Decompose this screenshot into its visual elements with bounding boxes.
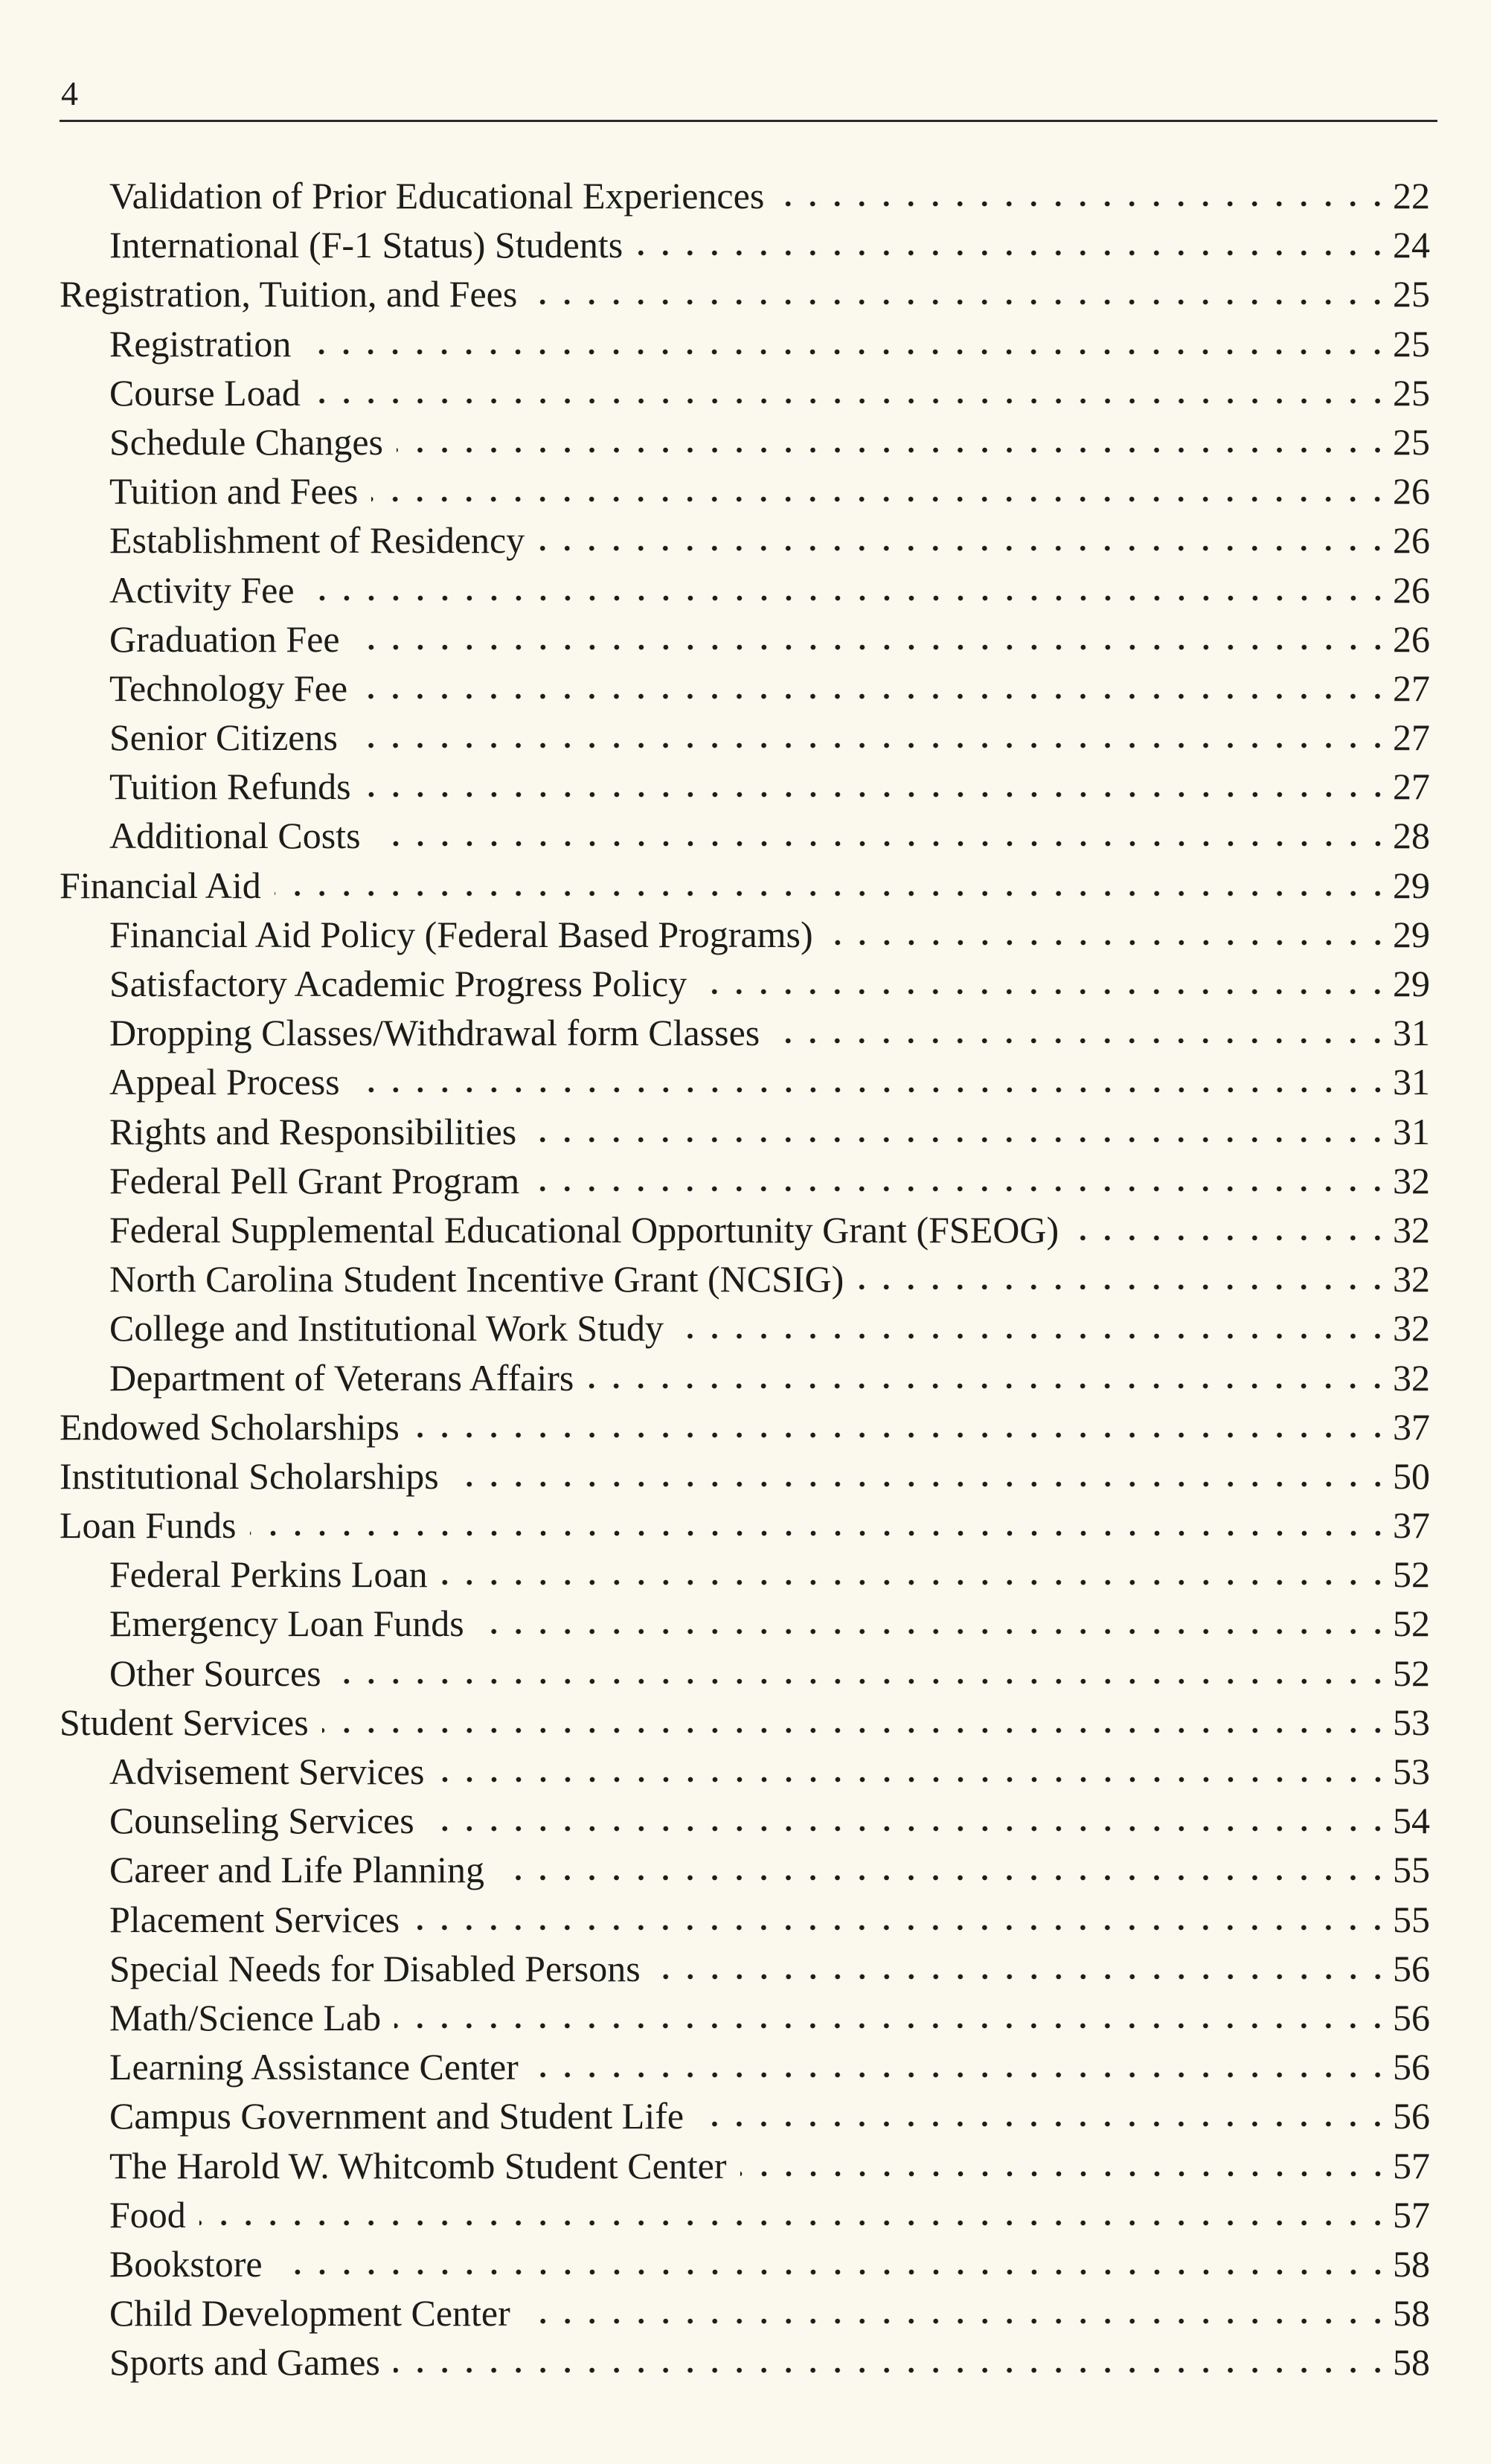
entry-page: 26 bbox=[1393, 519, 1430, 562]
toc-section bbox=[0, 1698, 1491, 1747]
toc-subsection bbox=[0, 417, 1491, 466]
entry-title: Dropping Classes/Withdrawal form Classes bbox=[109, 1012, 760, 1054]
entry-title: Advisement Services bbox=[109, 1751, 425, 1792]
dot-leader bbox=[353, 643, 1390, 652]
entry-page: 53 bbox=[1393, 1751, 1430, 1792]
entry-page: 31 bbox=[1393, 1110, 1430, 1152]
entry-title: Federal Perkins Loan bbox=[109, 1553, 428, 1596]
toc-subsection bbox=[0, 2239, 1491, 2288]
dot-leader bbox=[322, 1726, 1390, 1735]
dot-leader bbox=[587, 1382, 1390, 1390]
dot-leader bbox=[374, 839, 1390, 848]
entry-page: 37 bbox=[1393, 1504, 1430, 1547]
entry-title: Tuition Refunds bbox=[109, 766, 351, 808]
entry-page: 26 bbox=[1393, 568, 1430, 611]
entry-page: 57 bbox=[1393, 2144, 1430, 2187]
toc-subsection bbox=[0, 1550, 1491, 1599]
entry-title: Bookstore bbox=[109, 2242, 263, 2285]
entry-title: Special Needs for Disabled Persons bbox=[109, 1947, 641, 1989]
entry-page: 26 bbox=[1393, 470, 1430, 513]
entry-page: 37 bbox=[1393, 1405, 1430, 1448]
entry-title: Sports and Games bbox=[109, 2341, 380, 2384]
toc-subsection bbox=[0, 615, 1491, 664]
entry-title: Federal Supplemental Educational Opportunity Grant (FSEOG) bbox=[109, 1208, 1059, 1251]
toc-subsection bbox=[0, 2190, 1491, 2239]
entry-page: 25 bbox=[1393, 420, 1430, 463]
dot-leader bbox=[654, 1972, 1390, 1981]
entry-page: 32 bbox=[1393, 1208, 1430, 1251]
toc-subsection bbox=[0, 2091, 1491, 2140]
dot-leader bbox=[532, 2070, 1390, 2079]
entry-title: Department of Veterans Affairs bbox=[109, 1356, 574, 1399]
dot-leader bbox=[530, 1135, 1390, 1144]
entry-title: Career and Life Planning bbox=[109, 1849, 484, 1891]
toc-subsection bbox=[0, 762, 1491, 811]
entry-title: Appeal Process bbox=[109, 1061, 340, 1103]
entry-page: 25 bbox=[1393, 322, 1430, 365]
entry-page: 32 bbox=[1393, 1159, 1430, 1201]
entry-title: The Harold W. Whitcomb Student Center bbox=[109, 2144, 727, 2187]
toc-subsection bbox=[0, 2288, 1491, 2338]
entry-title: Learning Assistance Center bbox=[109, 2046, 519, 2088]
toc-subsection bbox=[0, 1254, 1491, 1303]
dot-leader bbox=[538, 544, 1390, 553]
dot-leader bbox=[371, 495, 1390, 504]
dot-leader bbox=[335, 1677, 1390, 1686]
entry-title: North Carolina Student Incentive Grant (NCSIG) bbox=[109, 1258, 844, 1300]
entry-page: 56 bbox=[1393, 2095, 1430, 2137]
toc-subsection bbox=[0, 1008, 1491, 1057]
dot-leader bbox=[353, 1085, 1390, 1094]
entry-page: 29 bbox=[1393, 963, 1430, 1004]
entry-title: Emergency Loan Funds bbox=[109, 1602, 464, 1645]
dot-leader bbox=[275, 889, 1390, 898]
dot-leader bbox=[413, 1431, 1390, 1440]
entry-title: Graduation Fee bbox=[109, 617, 340, 660]
entry-page: 52 bbox=[1393, 1652, 1430, 1694]
dot-leader bbox=[314, 397, 1390, 405]
entry-title: Registration bbox=[109, 322, 292, 365]
entry-page: 56 bbox=[1393, 1996, 1430, 2038]
dot-leader bbox=[308, 594, 1390, 603]
dot-leader bbox=[478, 1627, 1390, 1636]
entry-page: 54 bbox=[1393, 1800, 1430, 1842]
toc-subsection bbox=[0, 1796, 1491, 1845]
table-of-contents bbox=[0, 171, 1491, 2387]
dot-leader bbox=[441, 1578, 1390, 1587]
dot-leader bbox=[777, 199, 1390, 208]
toc-subsection bbox=[0, 1993, 1491, 2042]
entry-page: 22 bbox=[1393, 175, 1430, 216]
toc-subsection bbox=[0, 565, 1491, 615]
dot-leader bbox=[365, 790, 1390, 799]
dot-leader bbox=[677, 1332, 1390, 1341]
toc-subsection bbox=[0, 1353, 1491, 1402]
entry-title: College and Institutional Work Study bbox=[109, 1307, 664, 1350]
dot-leader bbox=[276, 2268, 1390, 2277]
entry-title: Tuition and Fees bbox=[109, 470, 359, 513]
toc-subsection bbox=[0, 959, 1491, 1008]
entry-title: Counseling Services bbox=[109, 1800, 414, 1842]
entry-title: Placement Services bbox=[109, 1898, 400, 1940]
toc-subsection bbox=[0, 1156, 1491, 1205]
entry-page: 28 bbox=[1393, 815, 1430, 857]
entry-page: 53 bbox=[1393, 1701, 1430, 1743]
entry-title: Establishment of Residency bbox=[109, 519, 525, 562]
dot-leader bbox=[394, 2366, 1390, 2375]
toc-subsection bbox=[0, 171, 1491, 220]
entry-page: 32 bbox=[1393, 1307, 1430, 1350]
entry-title: Federal Pell Grant Program bbox=[109, 1159, 520, 1201]
entry-page: 56 bbox=[1393, 2046, 1430, 2088]
dot-leader bbox=[1072, 1233, 1390, 1242]
entry-title: Food bbox=[109, 2193, 186, 2236]
entry-page: 24 bbox=[1393, 224, 1430, 266]
entry-page: 58 bbox=[1393, 2242, 1430, 2285]
entry-page: 29 bbox=[1393, 913, 1430, 955]
entry-page: 58 bbox=[1393, 2341, 1430, 2384]
toc-subsection bbox=[0, 713, 1491, 762]
dot-leader bbox=[413, 1923, 1390, 1932]
entry-title: Institutional Scholarships bbox=[60, 1454, 439, 1497]
entry-title: Additional Costs bbox=[109, 815, 361, 857]
dot-leader bbox=[636, 248, 1390, 257]
dot-leader bbox=[452, 1480, 1390, 1489]
entry-title: Financial Aid Policy (Federal Based Programs) bbox=[109, 913, 813, 955]
toc-section bbox=[0, 1402, 1491, 1451]
toc-section bbox=[0, 1451, 1491, 1501]
dot-leader bbox=[250, 1529, 1391, 1538]
toc-subsection bbox=[0, 2338, 1491, 2387]
header-rule bbox=[60, 120, 1437, 122]
toc-subsection bbox=[0, 516, 1491, 565]
toc-subsection bbox=[0, 2141, 1491, 2190]
toc-section bbox=[0, 269, 1491, 318]
entry-page: 32 bbox=[1393, 1356, 1430, 1399]
dot-leader bbox=[697, 2120, 1390, 2128]
toc-subsection bbox=[0, 664, 1491, 713]
entry-title: Math/Science Lab bbox=[109, 1996, 382, 2038]
toc-subsection bbox=[0, 319, 1491, 368]
dot-leader bbox=[773, 1036, 1390, 1045]
dot-leader bbox=[199, 2218, 1390, 2227]
dot-leader bbox=[533, 1184, 1390, 1193]
entry-title: Schedule Changes bbox=[109, 420, 383, 463]
entry-page: 27 bbox=[1393, 766, 1430, 808]
entry-page: 52 bbox=[1393, 1602, 1430, 1645]
entry-title: Campus Government and Student Life bbox=[109, 2095, 684, 2137]
toc-subsection bbox=[0, 368, 1491, 417]
entry-title: Senior Citizens bbox=[109, 716, 338, 759]
entry-page: 29 bbox=[1393, 864, 1430, 906]
entry-title: Technology Fee bbox=[109, 667, 348, 709]
entry-title: Rights and Responsibilities bbox=[109, 1110, 517, 1152]
entry-page: 27 bbox=[1393, 716, 1430, 759]
entry-page: 52 bbox=[1393, 1553, 1430, 1596]
toc-subsection bbox=[0, 220, 1491, 269]
toc-section bbox=[0, 861, 1491, 910]
dot-leader bbox=[530, 298, 1390, 307]
dot-leader bbox=[428, 1824, 1390, 1833]
entry-page: 25 bbox=[1393, 273, 1430, 315]
toc-subsection bbox=[0, 1057, 1491, 1106]
dot-leader bbox=[827, 938, 1390, 947]
toc-subsection bbox=[0, 1107, 1491, 1156]
toc-subsection bbox=[0, 1303, 1491, 1353]
toc-subsection bbox=[0, 910, 1491, 959]
toc-subsection bbox=[0, 1599, 1491, 1648]
page-number: 4 bbox=[61, 74, 78, 112]
toc-subsection bbox=[0, 1845, 1491, 1894]
entry-page: 56 bbox=[1393, 1947, 1430, 1989]
dot-leader bbox=[740, 2169, 1391, 2178]
entry-page: 57 bbox=[1393, 2193, 1430, 2236]
entry-title: Course Load bbox=[109, 371, 301, 414]
dot-leader bbox=[857, 1283, 1390, 1292]
toc-subsection bbox=[0, 466, 1491, 516]
entry-page: 31 bbox=[1393, 1012, 1430, 1054]
entry-page: 31 bbox=[1393, 1061, 1430, 1103]
entry-page: 32 bbox=[1393, 1258, 1430, 1300]
toc-subsection bbox=[0, 1649, 1491, 1698]
toc-subsection bbox=[0, 1944, 1491, 1993]
entry-title: Other Sources bbox=[109, 1652, 321, 1694]
toc-subsection bbox=[0, 1895, 1491, 1944]
dot-leader bbox=[524, 2317, 1390, 2326]
toc-subsection bbox=[0, 2042, 1491, 2091]
dot-leader bbox=[361, 692, 1390, 701]
entry-title: Loan Funds bbox=[60, 1504, 237, 1547]
entry-title: Satisfactory Academic Progress Policy bbox=[109, 963, 687, 1004]
entry-title: International (F-1 Status) Students bbox=[109, 224, 623, 266]
entry-page: 58 bbox=[1393, 2292, 1430, 2335]
entry-title: Activity Fee bbox=[109, 568, 295, 611]
toc-subsection bbox=[0, 1747, 1491, 1796]
entry-title: Validation of Prior Educational Experiences bbox=[109, 175, 765, 216]
dot-leader bbox=[351, 741, 1390, 750]
dot-leader bbox=[304, 347, 1390, 356]
entry-page: 55 bbox=[1393, 1849, 1430, 1891]
entry-page: 25 bbox=[1393, 371, 1430, 414]
dot-leader bbox=[397, 446, 1390, 455]
dot-leader bbox=[394, 2021, 1390, 2030]
entry-title: Endowed Scholarships bbox=[60, 1405, 400, 1448]
toc-subsection bbox=[0, 1205, 1491, 1254]
entry-title: Registration, Tuition, and Fees bbox=[60, 273, 518, 315]
entry-page: 26 bbox=[1393, 617, 1430, 660]
dot-leader bbox=[498, 1873, 1390, 1882]
dot-leader bbox=[700, 987, 1390, 996]
entry-page: 27 bbox=[1393, 667, 1430, 709]
entry-page: 55 bbox=[1393, 1898, 1430, 1940]
entry-title: Financial Aid bbox=[60, 864, 261, 906]
dot-leader bbox=[438, 1775, 1390, 1784]
entry-title: Student Services bbox=[60, 1701, 309, 1743]
toc-subsection bbox=[0, 811, 1491, 860]
entry-page: 50 bbox=[1393, 1454, 1430, 1497]
toc-section bbox=[0, 1501, 1491, 1550]
entry-title: Child Development Center bbox=[109, 2292, 510, 2335]
